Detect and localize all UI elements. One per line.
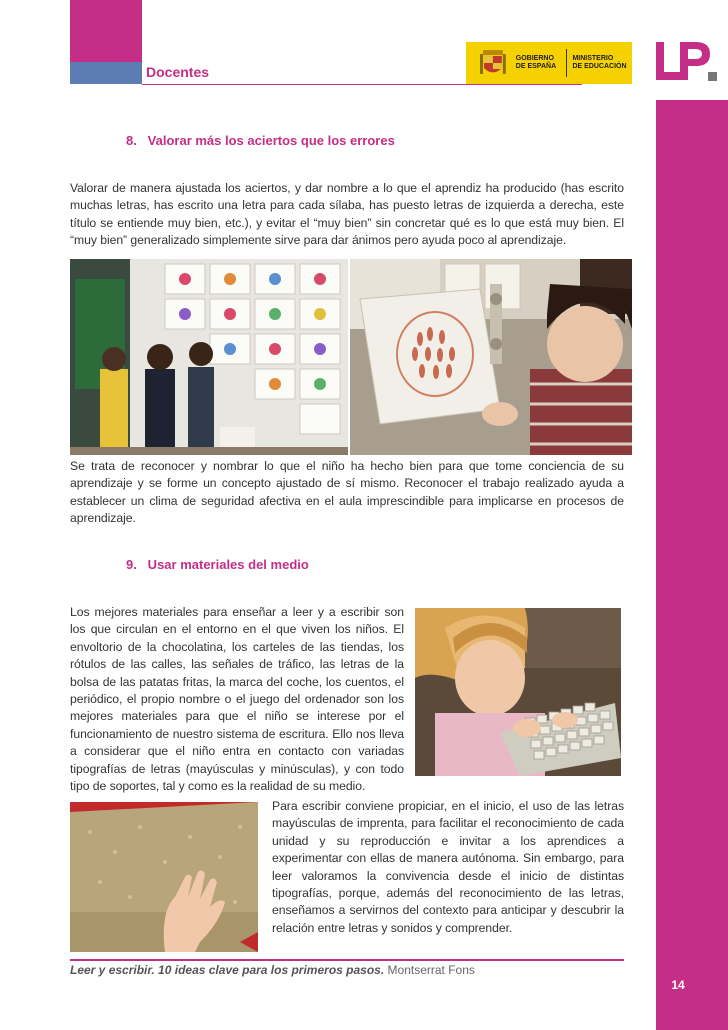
lp-logo-icon	[650, 38, 720, 84]
footer-author: Montserrat Fons	[387, 963, 475, 977]
header-blue-bar	[70, 62, 142, 84]
section-8-paragraph-1: Valorar de manera ajustada los aciertos, y dar nombre a lo que el aprendiz ha producido (has escrito muchas letras, has escrito una letra para cada sílaba, has puesto letras de izquierda a derecha, este título se entiende muy bien, etc.), y evitar el “muy bien” sin concretar qué es lo que está muy bien. El “muy bien” generalizado simplemente sirve para dar ánimos pero ayuda poco al aprendizaje.	[70, 181, 624, 248]
side-band	[656, 100, 728, 1030]
header-rule	[142, 84, 582, 85]
header-pink-block	[70, 0, 142, 62]
footer-title: Leer y escribir. 10 ideas clave para los primeros pasos.	[70, 963, 385, 977]
section-8-heading: 8. Valorar más los aciertos que los errores	[126, 133, 395, 148]
gov-logo-line1: GOBIERNO DE ESPAÑA	[515, 55, 557, 70]
footer-rule	[70, 959, 624, 961]
footer	[70, 963, 475, 977]
section-9-paragraph-1: Los mejores materiales para enseñar a leer y a escribir son los que circulan en el entorno en el que viven los niños. El envoltorio de la chocolatina, los carteles de las tiendas, los rótulos de las calles, las señales de tráfico, las letras de la bolsa de las patatas fritas, la marca del coche, los cuentos, el periódico, el propio nombre o el juego del ordenador son los mejores materiales para que el niño se interese por el funcionamiento de nuestro sistema de escritura. Ello nos lleva a considerar que el niño entra en contacto con variadas tipografías de letras (mayúsculas y minúsculas), y con todo tipo de soportes, tal y como es la realidad de su medio.	[70, 605, 404, 794]
section-8-paragraph-2: Se trata de reconocer y nombrar lo que el niño ha hecho bien para que tome conciencia de su aprendizaje y se forme un concepto ajustado de sí mismo. Reconocer el trabajo realizado ayuda a establecer un clima de seguridad afectiva en el aula imprescindible para implicarse en procesos de aprendizaje.	[70, 459, 624, 526]
child-reading-photo	[350, 259, 632, 455]
classroom-wall-photo	[70, 259, 348, 455]
section-label: Docentes	[146, 64, 210, 80]
section-9-heading: 9. Usar materiales del medio	[126, 557, 309, 572]
hand-in-sand-photo	[70, 802, 258, 952]
section-9-paragraph-2: Para escribir conviene propiciar, en el inicio, el uso de las letras mayúsculas de imprenta, para facilitar el reconocimiento de cada unidad y su reproducción e invitar a los aprendices a experimentar con ellas de manera autónoma. Sin embargo, para leer valoramos la convivencia desde el inicio de distintas tipografías, porque, además del reconocimiento de las letras, enseñamos a servirnos del contexto para anticipar y descubrir la relación entre letras y sonidos y comprender.	[272, 799, 624, 935]
child-keyboard-photo	[415, 608, 621, 776]
government-logo	[466, 42, 632, 84]
gov-logo-line2: MINISTERIO DE EDUCACIÓN	[572, 55, 627, 70]
page-number: 14	[671, 978, 685, 992]
gov-logo-separator	[566, 49, 567, 77]
coat-of-arms-icon	[480, 48, 506, 78]
